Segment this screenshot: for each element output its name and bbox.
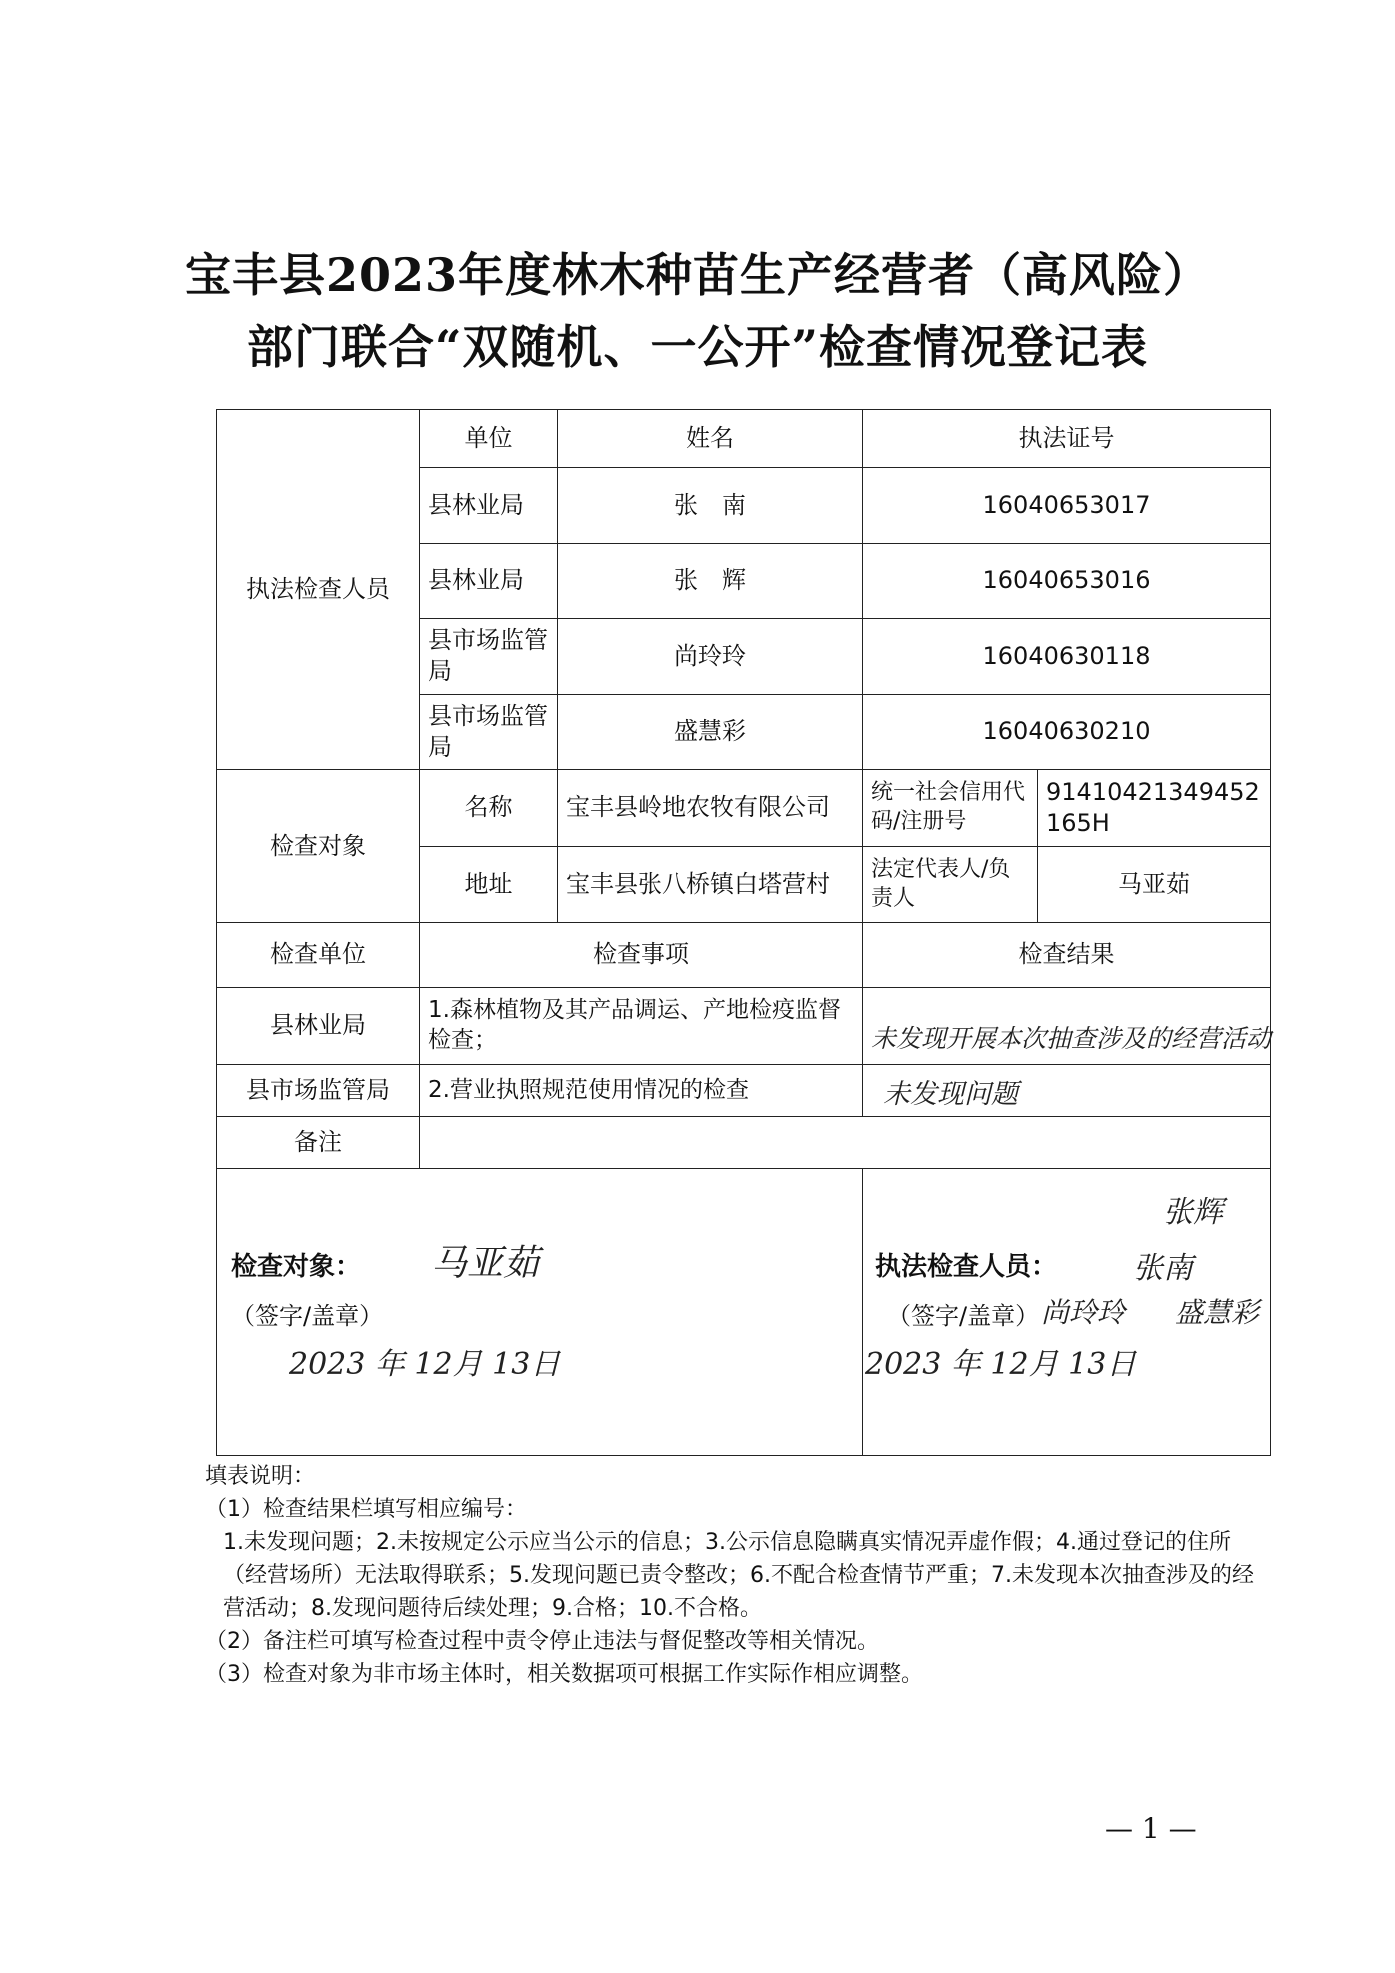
item-result-handwritten: 未发现问题 — [863, 1065, 1271, 1117]
remark-label: 备注 — [217, 1117, 420, 1169]
inspector-name: 盛慧彩 — [558, 694, 863, 770]
remark-value — [420, 1117, 1271, 1169]
remark-row — [217, 1117, 1271, 1169]
target-name-row — [217, 770, 1271, 847]
inspector-cert: 16040653017 — [863, 468, 1271, 544]
target-name-value: 宝丰县岭地农牧有限公司 — [558, 770, 863, 847]
page-number: — 1 — — [1105, 1812, 1197, 1845]
inspector-signature-1: 张辉 — [1163, 1195, 1223, 1231]
inspector-unit: 县市场监管局 — [420, 619, 558, 695]
inspectors-header-cert: 执法证号 — [863, 410, 1271, 468]
inspector-sign-sub: （签字/盖章） — [887, 1302, 1040, 1331]
target-sign-date: 2023 年 12月 13日 — [289, 1347, 561, 1383]
item-row — [217, 1065, 1271, 1117]
target-rep-value: 马亚茹 — [1038, 846, 1271, 923]
inspectors-header-row — [217, 410, 1271, 468]
target-rep-label: 法定代表人/负责人 — [863, 846, 1038, 923]
target-credit-label: 统一社会信用代码/注册号 — [863, 770, 1038, 847]
items-header-result: 检查结果 — [863, 923, 1271, 987]
note-1-detail: 1.未发现问题；2.未按规定公示应当公示的信息；3.公示信息隐瞒真实情况弄虚作假；4.通过登记的住所（经营场所）无法取得联系；5.发现问题已责令整改；6.不配合检查情节严重；7.未发现本次抽查涉及的经营活动；8.发现问题待后续处理；9.合格；10.不合格。 — [223, 1530, 1254, 1621]
item-unit: 县林业局 — [217, 987, 420, 1065]
inspector-signature-3: 尚玲玲 — [1041, 1296, 1126, 1330]
filling-instructions — [205, 1460, 1265, 1691]
inspector-cert: 16040630118 — [863, 619, 1271, 695]
target-sign-label: 检查对象： — [231, 1252, 362, 1283]
inspector-unit: 县林业局 — [420, 468, 558, 544]
registration-form-table — [216, 409, 1271, 1456]
signature-row — [217, 1169, 1271, 1456]
title-line-2: 部门联合“双随机、一公开”检查情况登记表 — [247, 320, 1148, 374]
note-1: （1）检查结果栏填写相应编号： — [205, 1497, 527, 1522]
target-sign-sub: （签字/盖章） — [231, 1302, 384, 1331]
inspectors-header-unit: 单位 — [420, 410, 558, 468]
item-unit: 县市场监管局 — [217, 1065, 420, 1117]
inspector-sign-label: 执法检查人员： — [875, 1252, 1058, 1283]
target-name-label: 名称 — [420, 770, 558, 847]
target-credit-value: 91410421349452165H — [1038, 770, 1271, 847]
note-2: （2）备注栏可填写检查过程中责令停止违法与督促整改等相关情况。 — [205, 1629, 879, 1654]
items-header-matter: 检查事项 — [420, 923, 863, 987]
inspector-name: 张 辉 — [558, 543, 863, 619]
inspector-sign-date: 2023 年 12月 13日 — [865, 1347, 1137, 1383]
item-result-handwritten: 未发现开展本次抽查涉及的经营活动 — [863, 987, 1271, 1065]
inspector-name: 尚玲玲 — [558, 619, 863, 695]
notes-heading: 填表说明： — [205, 1464, 316, 1489]
inspector-cert: 16040653016 — [863, 543, 1271, 619]
target-section-label: 检查对象 — [217, 770, 420, 923]
inspector-unit: 县林业局 — [420, 543, 558, 619]
target-signature-handwritten: 马亚茹 — [431, 1243, 540, 1285]
item-matter: 1.森林植物及其产品调运、产地检疫监督检查； — [420, 987, 863, 1065]
inspectors-header-name: 姓名 — [558, 410, 863, 468]
inspectors-section-label: 执法检查人员 — [217, 410, 420, 770]
target-address-value: 宝丰县张八桥镇白塔营村 — [558, 846, 863, 923]
item-matter: 2.营业执照规范使用情况的检查 — [420, 1065, 863, 1117]
note-3: （3）检查对象为非市场主体时，相关数据项可根据工作实际作相应调整。 — [205, 1662, 923, 1687]
target-address-label: 地址 — [420, 846, 558, 923]
inspector-signature-4: 盛慧彩 — [1175, 1296, 1260, 1330]
item-row — [217, 987, 1271, 1065]
title-line-1: 宝丰县2023年度林木种苗生产经营者（高风险） — [184, 248, 1211, 302]
items-header-unit: 检查单位 — [217, 923, 420, 987]
inspector-cert: 16040630210 — [863, 694, 1271, 770]
target-signature-cell — [217, 1169, 863, 1456]
inspector-name: 张 南 — [558, 468, 863, 544]
inspector-signature-cell — [863, 1169, 1271, 1456]
inspector-unit: 县市场监管局 — [420, 694, 558, 770]
items-header-row — [217, 923, 1271, 987]
inspector-signature-2: 张南 — [1133, 1251, 1193, 1287]
